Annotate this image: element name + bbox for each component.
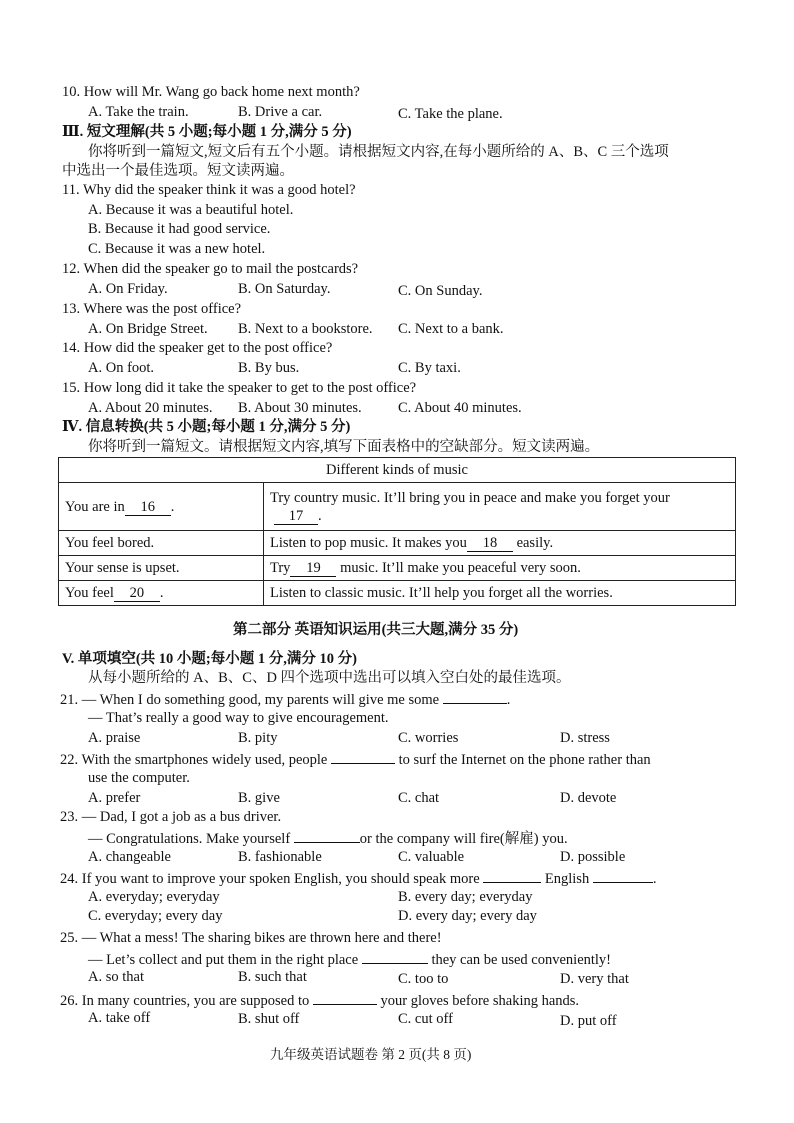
row1-right-period: . [318, 507, 322, 524]
row4-left-period: . [159, 585, 164, 601]
question-14-option-b: B. By bus. [238, 360, 300, 376]
question-24-blank-1[interactable] [483, 868, 541, 883]
question-13-option-b: B. Next to a bookstore. [238, 321, 373, 337]
row2-right-text: Listen to pop music. It makes you [270, 535, 467, 551]
question-24-stem: 24. If you want to improve your spoken English, you should speak more [60, 871, 480, 887]
question-24-period: . [652, 871, 657, 887]
question-14-stem: 14. How did the speaker get to the post office? [62, 340, 333, 356]
section-3-title: Ⅲ. 短文理解(共 5 小题;每小题 1 分,满分 5 分) [62, 124, 352, 140]
question-22-blank[interactable] [331, 749, 395, 764]
table-row3-left: Your sense is upset. [59, 556, 264, 581]
question-23-option-b: B. fashionable [238, 849, 322, 865]
section-3-instruction-line2: 中选出一个最佳选项。短文读两遍。 [62, 163, 294, 179]
question-23-option-c: C. valuable [398, 849, 465, 865]
table-row1-right [264, 483, 736, 531]
question-22-option-a: A. prefer [88, 790, 141, 806]
question-26-stem: 26. In many countries, you are supposed to [60, 993, 310, 1009]
question-26-blank[interactable] [313, 990, 377, 1005]
table-row3-right [264, 556, 736, 581]
question-11-option-a: A. Because it was a beautiful hotel. [88, 202, 294, 218]
table-row2-right [264, 531, 736, 556]
row1-left-period: . [170, 498, 175, 515]
row1-left-text: You are in [65, 498, 125, 515]
blank-20[interactable]: 20 [114, 585, 160, 602]
question-21-option-c: C. worries [398, 730, 459, 746]
row2-right-post: easily. [516, 535, 554, 551]
question-22-option-b: B. give [238, 790, 280, 806]
question-10-option-c: C. Take the plane. [398, 106, 503, 122]
question-21-option-d: D. stress [560, 730, 610, 746]
table-row4-left [59, 581, 264, 606]
question-11-stem: 11. Why did the speaker think it was a good hotel? [62, 182, 356, 198]
section-5-title: V. 单项填空(共 10 小题;每小题 1 分,满分 10 分) [62, 651, 357, 667]
question-25-stem: — Let’s collect and put them in the right place [88, 952, 359, 968]
question-26-stem-end: your gloves before shaking hands. [380, 993, 580, 1009]
question-25-option-c: C. too to [398, 971, 449, 987]
question-12-option-a: A. On Friday. [88, 281, 168, 297]
question-23-line2 [88, 828, 568, 848]
question-12-stem: 12. When did the speaker go to mail the postcards? [62, 261, 359, 277]
question-24-option-a: A. everyday; everyday [88, 889, 220, 905]
question-23-blank[interactable] [294, 828, 360, 843]
question-10-option-b: B. Drive a car. [238, 104, 323, 120]
blank-17[interactable]: 17 [274, 508, 318, 525]
question-26-option-a: A. take off [88, 1010, 151, 1026]
section-5-instruction: 从每小题所给的 A、B、C、D 四个选项中选出可以填入空白处的最佳选项。 [88, 670, 571, 686]
question-23-stem-end: or the company will fire(解雇) you. [359, 831, 568, 847]
question-23-stem: — Congratulations. Make yourself [88, 831, 291, 847]
question-10-stem: 10. How will Mr. Wang go back home next month? [62, 84, 360, 100]
question-22-stem-end: to surf the Internet on the phone rather than [398, 752, 651, 768]
question-23-option-a: A. changeable [88, 849, 171, 865]
question-26-option-d: D. put off [560, 1013, 617, 1029]
question-15-stem: 15. How long did it take the speaker to get to the post office? [62, 380, 417, 396]
question-13-option-c: C. Next to a bank. [398, 321, 504, 337]
question-10-option-a: A. Take the train. [88, 104, 189, 120]
question-25-line1: 25. — What a mess! The sharing bikes are thrown here and there! [60, 930, 442, 946]
question-25-blank[interactable] [362, 949, 428, 964]
question-15-option-a: A. About 20 minutes. [88, 400, 213, 416]
question-23-option-d: D. possible [560, 849, 626, 865]
blank-19[interactable]: 19 [290, 560, 336, 577]
row4-left-text: You feel [65, 585, 114, 601]
question-12-option-b: B. On Saturday. [238, 281, 331, 297]
question-25-line2 [88, 949, 611, 969]
table-row1-left [59, 483, 264, 531]
question-26-option-b: B. shut off [238, 1011, 300, 1027]
question-22-line2: use the computer. [88, 770, 190, 786]
blank-16[interactable]: 16 [125, 499, 171, 516]
section-3-instruction-line1: 你将听到一篇短文,短文后有五个小题。请根据短文内容,在每小题所给的 A、B、C 三个选项 [88, 144, 669, 160]
question-24-blank-2[interactable] [593, 868, 653, 883]
question-15-option-b: B. About 30 minutes. [238, 400, 362, 416]
question-21-line2: — That’s really a good way to give encouragement. [88, 710, 389, 726]
section-4-instruction: 你将听到一篇短文。请根据短文内容,填写下面表格中的空缺部分。短文读两遍。 [88, 439, 600, 455]
question-12-option-c: C. On Sunday. [398, 283, 483, 299]
question-25-stem-end: they can be used conveniently! [431, 952, 612, 968]
music-table [58, 457, 736, 606]
table-row4-right: Listen to classic music. It’ll help you forget all the worries. [264, 581, 736, 606]
question-13-option-a: A. On Bridge Street. [88, 321, 208, 337]
question-24-option-d: D. every day; every day [398, 908, 537, 924]
question-21-option-a: A. praise [88, 730, 141, 746]
question-26-line1 [60, 990, 579, 1010]
question-21-line1 [60, 689, 510, 709]
question-22-stem: 22. With the smartphones widely used, people [60, 752, 328, 768]
question-21-stem: 21. — When I do something good, my parents will give me some [60, 692, 440, 708]
blank-18[interactable]: 18 [467, 535, 513, 552]
question-22-option-d: D. devote [560, 790, 617, 806]
question-24-line1 [60, 868, 656, 888]
question-22-line1 [60, 749, 651, 769]
table-row2-left: You feel bored. [59, 531, 264, 556]
question-11-option-c: C. Because it was a new hotel. [88, 241, 266, 257]
question-21-period: . [506, 692, 511, 708]
question-25-option-d: D. very that [560, 971, 629, 987]
question-25-option-b: B. such that [238, 969, 307, 985]
question-21-option-b: B. pity [238, 730, 278, 746]
row3-right-post: music. It’ll make you peaceful very soon. [340, 560, 581, 576]
question-25-option-a: A. so that [88, 969, 144, 985]
page-footer: 九年级英语试题卷 第 2 页(共 8 页) [270, 1047, 472, 1062]
question-23-line1: 23. — Dad, I got a job as a bus driver. [60, 809, 282, 825]
question-15-option-c: C. About 40 minutes. [398, 400, 522, 416]
question-26-option-c: C. cut off [398, 1011, 453, 1027]
question-24-option-c: C. everyday; every day [88, 908, 223, 924]
row1-right-line1: Try country music. It’ll bring you in peace and make you forget your [270, 489, 670, 506]
question-14-option-a: A. On foot. [88, 360, 155, 376]
question-24-option-b: B. every day; everyday [398, 889, 533, 905]
question-13-stem: 13. Where was the post office? [62, 301, 242, 317]
question-24-stem-mid: English [544, 871, 590, 887]
table-title: Different kinds of music [59, 458, 736, 483]
row3-right-text: Try [270, 560, 291, 576]
question-11-option-b: B. Because it had good service. [88, 221, 271, 237]
question-14-option-c: C. By taxi. [398, 360, 461, 376]
section-4-title: Ⅳ. 信息转换(共 5 小题;每小题 1 分,满分 5 分) [62, 419, 351, 435]
question-21-blank[interactable] [443, 689, 507, 704]
part-2-title: 第二部分 英语知识运用(共三大题,满分 35 分) [233, 622, 519, 638]
question-22-option-c: C. chat [398, 790, 440, 806]
